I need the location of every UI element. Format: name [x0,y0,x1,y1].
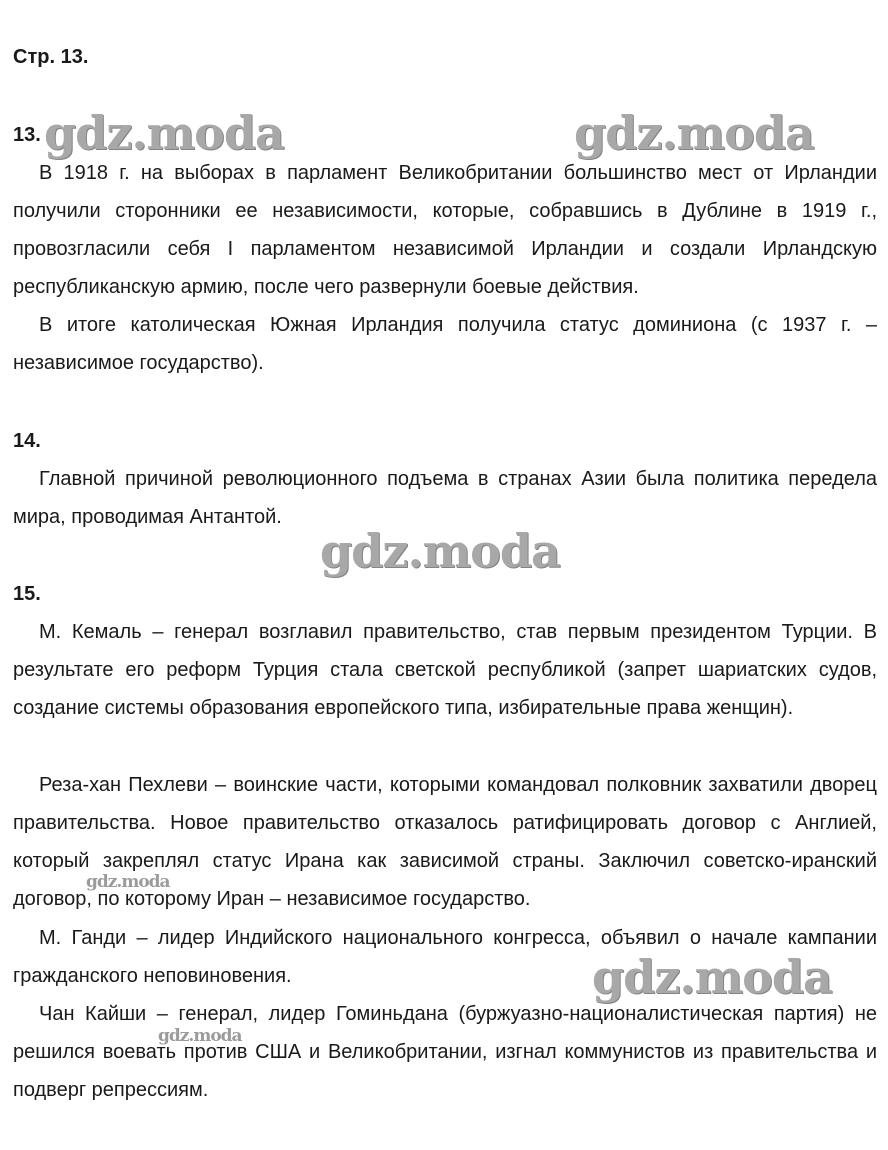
watermark-logo: gdz.moda [592,950,832,1004]
watermark-logo: gdz.moda [158,1026,242,1046]
section-15-paragraph-4: Чан Кайши – генерал, лидер Гоминьдана (буржуазно-националистическая партия) не решился воевать против США и Великобритании, изгнал коммунистов из правительства и подверг репрессиям. [13,1003,877,1101]
page-title: Стр. 13. [13,46,89,68]
section-number-13: 13. [13,124,41,146]
section-15-paragraph-2: Реза-хан Пехлеви – воинские части, которыми командовал полковник захватили дворец правительства. Новое правительство отказалось ратифицировать договор с Англией, который закреплял статус Ирана как зависимой страны. Заключил советско-иранский договор, по которому Иран – независимое государство. [13,774,877,910]
section-14-paragraph-1: Главной причиной революционного подъема в странах Азии была политика передела мира, проводимая Антантой. [13,468,877,528]
section-15-paragraph-1: М. Кемаль – генерал возглавил правительство, став первым президентом Турции. В результате его реформ Турция стала светской республикой (запрет шариатских судов, создание системы образования европейского типа, избирательные права женщин). [13,621,877,719]
watermark-logo: gdz.moda [44,106,284,160]
watermark-logo: gdz.moda [320,524,560,578]
section-13-paragraph-1: В 1918 г. на выборах в парламент Великобритании большинство мест от Ирландии получили сторонники ее независимости, которые, собравшись в Дублине в 1919 г., провозгласили себя I парламентом независимой Ирландии и создали Ирландскую республиканскую армию, после чего развернули боевые действия. [13,162,877,298]
section-number-14: 14. [13,430,41,452]
watermark-logo: gdz.moda [574,106,814,160]
watermark-logo: gdz.moda [86,872,170,892]
section-13-paragraph-2: В итоге католическая Южная Ирландия получила статус доминиона (с 1937 г. – независимое государство). [13,314,877,374]
section-number-15: 15. [13,583,41,605]
section-15-paragraph-3: М. Ганди – лидер Индийского национального конгресса, объявил о начале кампании гражданского неповиновения. [13,927,877,987]
